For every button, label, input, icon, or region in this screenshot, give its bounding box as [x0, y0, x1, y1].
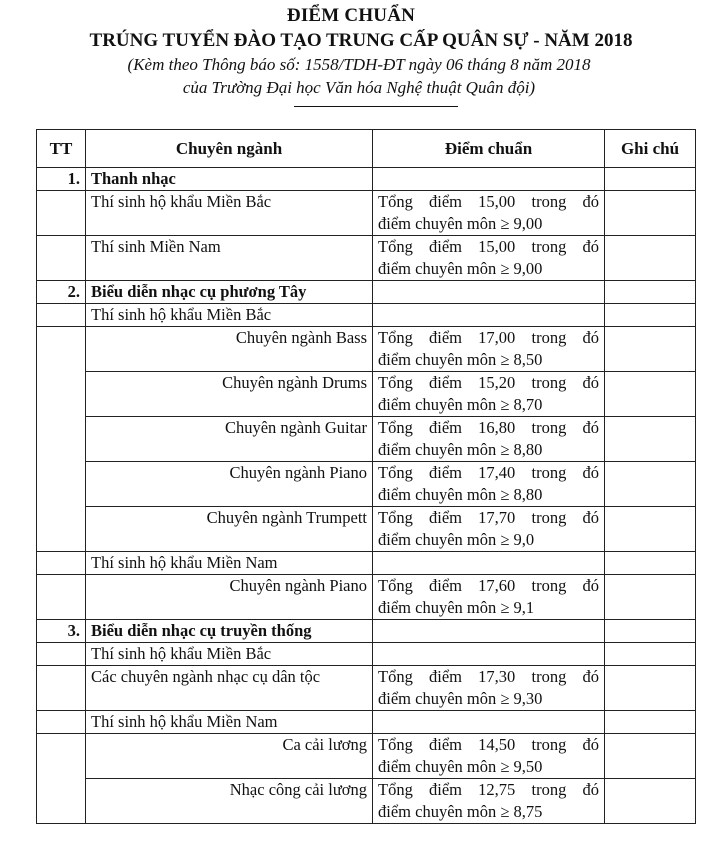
section-title: Thanh nhạc	[86, 168, 373, 191]
note-cell	[605, 575, 696, 620]
table-row	[37, 734, 696, 779]
note-cell	[605, 327, 696, 372]
tt-cell-merged	[37, 734, 86, 824]
major-cell: Chuyên ngành Drums	[86, 372, 373, 417]
table-header-row	[37, 130, 696, 168]
score-cell	[373, 643, 605, 666]
major-cell: Các chuyên ngành nhạc cụ dân tộc	[86, 666, 373, 711]
major-score-text: điểm chuyên môn ≥ 8,70	[378, 395, 543, 414]
tt-cell	[37, 666, 86, 711]
column-header-note: Ghi chú	[605, 130, 696, 168]
table-row	[37, 507, 696, 552]
note-cell	[605, 643, 696, 666]
note-cell	[605, 779, 696, 824]
major-score-text: điểm chuyên môn ≥ 9,30	[378, 689, 543, 708]
major-score-text: điểm chuyên môn ≥ 9,00	[378, 259, 543, 278]
section-row	[37, 620, 696, 643]
section-number: 2.	[37, 281, 86, 304]
score-cell	[373, 711, 605, 734]
table-row	[37, 779, 696, 824]
score-cell	[373, 304, 605, 327]
group-label: Thí sinh hộ khẩu Miền Nam	[86, 711, 373, 734]
tt-cell	[37, 575, 86, 620]
major-cell: Chuyên ngành Trumpett	[86, 507, 373, 552]
total-score-text: Tổng điểm 17,60 trong đó	[378, 576, 599, 595]
note-cell	[605, 304, 696, 327]
note-cell	[605, 711, 696, 734]
table-row	[37, 236, 696, 281]
table-row	[37, 327, 696, 372]
note-cell	[605, 462, 696, 507]
major-cell: Thí sinh Miền Nam	[86, 236, 373, 281]
table-row	[37, 575, 696, 620]
note-cell	[605, 666, 696, 711]
score-cell	[373, 507, 605, 552]
major-cell: Nhạc công cải lương	[86, 779, 373, 824]
table-row	[37, 417, 696, 462]
score-cell	[373, 281, 605, 304]
total-score-text: Tổng điểm 12,75 trong đó	[378, 780, 599, 799]
major-score-text: điểm chuyên môn ≥ 9,0	[378, 530, 535, 549]
tt-cell	[37, 552, 86, 575]
total-score-text: Tổng điểm 15,20 trong đó	[378, 373, 599, 392]
total-score-text: Tổng điểm 17,70 trong đó	[378, 508, 599, 527]
note-cell	[605, 734, 696, 779]
score-cell	[373, 734, 605, 779]
score-cell	[373, 575, 605, 620]
section-number: 3.	[37, 620, 86, 643]
major-cell: Chuyên ngành Guitar	[86, 417, 373, 462]
document-subtitle: TRÚNG TUYỂN ĐÀO TẠO TRUNG CẤP QUÂN SỰ - NĂM 2018	[89, 30, 633, 51]
tt-cell	[37, 643, 86, 666]
group-label: Thí sinh hộ khẩu Miền Nam	[86, 552, 373, 575]
major-score-text: điểm chuyên môn ≥ 8,75	[378, 802, 543, 821]
column-header-tt: TT	[37, 130, 86, 168]
major-score-text: điểm chuyên môn ≥ 9,1	[378, 598, 535, 617]
group-label: Thí sinh hộ khẩu Miền Bắc	[86, 643, 373, 666]
section-row	[37, 281, 696, 304]
major-cell: Chuyên ngành Piano	[86, 462, 373, 507]
major-score-text: điểm chuyên môn ≥ 8,50	[378, 350, 543, 369]
major-cell: Thí sinh hộ khẩu Miền Bắc	[86, 191, 373, 236]
tt-cell	[37, 304, 86, 327]
tt-cell	[37, 191, 86, 236]
table-row	[37, 191, 696, 236]
section-number: 1.	[37, 168, 86, 191]
tt-cell	[37, 711, 86, 734]
total-score-text: Tổng điểm 15,00 trong đó	[378, 237, 599, 256]
document-title: ĐIỂM CHUẨN	[286, 5, 416, 26]
group-row	[37, 643, 696, 666]
total-score-text: Tổng điểm 15,00 trong đó	[378, 192, 599, 211]
column-header-score: Điểm chuẩn	[373, 130, 605, 168]
column-header-major: Chuyên ngành	[86, 130, 373, 168]
major-cell: Chuyên ngành Bass	[86, 327, 373, 372]
table-row	[37, 462, 696, 507]
tt-cell-merged	[37, 327, 86, 552]
total-score-text: Tổng điểm 17,30 trong đó	[378, 667, 599, 686]
section-title: Biểu diễn nhạc cụ truyền thống	[86, 620, 373, 643]
score-cell	[373, 191, 605, 236]
score-cell	[373, 417, 605, 462]
note-cell	[605, 168, 696, 191]
table-row	[37, 666, 696, 711]
score-cell	[373, 666, 605, 711]
section-title: Biểu diễn nhạc cụ phương Tây	[86, 281, 373, 304]
score-cell	[373, 327, 605, 372]
total-score-text: Tổng điểm 17,40 trong đó	[378, 463, 599, 482]
note-cell	[605, 281, 696, 304]
major-score-text: điểm chuyên môn ≥ 8,80	[378, 440, 543, 459]
reference-note-line1: (Kèm theo Thông báo số: 1558/TDH-ĐT ngày 06 tháng 8 năm 2018	[127, 55, 591, 74]
group-row	[37, 304, 696, 327]
title-underline-divider	[294, 106, 458, 107]
note-cell	[605, 191, 696, 236]
score-cell	[373, 372, 605, 417]
group-row	[37, 711, 696, 734]
score-cell	[373, 168, 605, 191]
major-score-text: điểm chuyên môn ≥ 8,80	[378, 485, 543, 504]
major-score-text: điểm chuyên môn ≥ 9,50	[378, 757, 543, 776]
major-score-text: điểm chuyên môn ≥ 9,00	[378, 214, 543, 233]
score-cell	[373, 236, 605, 281]
score-cell	[373, 620, 605, 643]
score-cell	[373, 462, 605, 507]
note-cell	[605, 236, 696, 281]
total-score-text: Tổng điểm 16,80 trong đó	[378, 418, 599, 437]
table-row	[37, 372, 696, 417]
reference-note-line2: của Trường Đại học Văn hóa Nghệ thuật Quân đội)	[182, 78, 536, 97]
score-cell	[373, 552, 605, 575]
tt-cell	[37, 236, 86, 281]
major-cell: Chuyên ngành Piano	[86, 575, 373, 620]
total-score-text: Tổng điểm 14,50 trong đó	[378, 735, 599, 754]
note-cell	[605, 372, 696, 417]
note-cell	[605, 507, 696, 552]
note-cell	[605, 620, 696, 643]
total-score-text: Tổng điểm 17,00 trong đó	[378, 328, 599, 347]
group-label: Thí sinh hộ khẩu Miền Bắc	[86, 304, 373, 327]
major-cell: Ca cải lương	[86, 734, 373, 779]
score-cell	[373, 779, 605, 824]
group-row	[37, 552, 696, 575]
note-cell	[605, 417, 696, 462]
section-row	[37, 168, 696, 191]
cutoff-scores-table	[36, 129, 696, 824]
note-cell	[605, 552, 696, 575]
